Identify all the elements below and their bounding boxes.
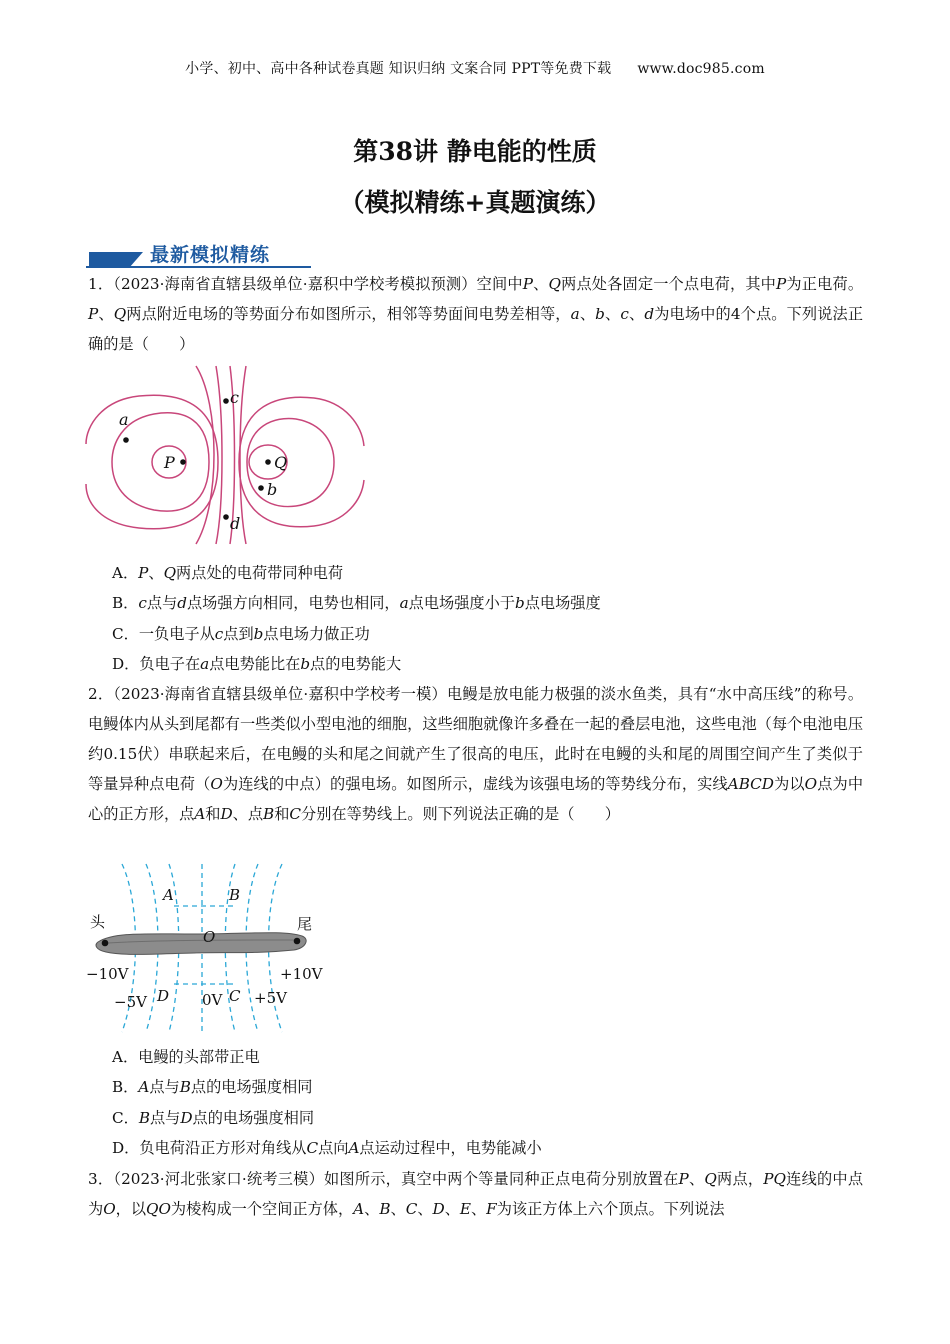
var-P: P xyxy=(678,1170,689,1188)
electric-eel-figure xyxy=(84,862,324,1034)
var-a: a xyxy=(200,655,210,673)
q2-option-d[interactable] xyxy=(112,1133,542,1163)
text: 两点附近电场的等势面分布如图所示，相邻等势面间电势差相等， xyxy=(126,305,571,323)
var-c: c xyxy=(138,594,147,612)
q-middle-surface xyxy=(247,418,334,506)
label-Q: Q xyxy=(274,453,288,472)
var-A: A xyxy=(194,805,206,823)
option-prefix: D． xyxy=(112,655,140,673)
point-d xyxy=(223,514,229,520)
text: 、 xyxy=(98,305,114,323)
var-d: d xyxy=(644,305,655,323)
var-PQ: PQ xyxy=(763,1170,786,1188)
q2-option-c[interactable] xyxy=(112,1103,314,1133)
question-source: （2023·河北张家口·统考三模） xyxy=(113,1170,324,1188)
page-header xyxy=(0,58,950,78)
question-number: 2． xyxy=(88,685,114,703)
var-a: a xyxy=(399,594,409,612)
q1-option-a[interactable] xyxy=(112,558,343,588)
var-B: B xyxy=(379,1200,391,1218)
var-A: A xyxy=(348,1139,360,1157)
var-Q: Q xyxy=(548,275,561,293)
text: 点向 xyxy=(318,1139,349,1157)
text: 、 xyxy=(532,275,549,293)
center-surface-left-inner xyxy=(216,366,222,544)
var-B: B xyxy=(179,1078,191,1096)
var-D: D xyxy=(180,1109,193,1127)
label-O: O xyxy=(203,928,216,946)
text: 、 xyxy=(470,1200,487,1218)
var-P: P xyxy=(522,275,533,293)
text: 点电场强度 xyxy=(524,594,601,612)
var-c: c xyxy=(214,625,224,643)
var-D: D xyxy=(432,1200,445,1218)
var-P: P xyxy=(88,305,99,323)
text: ，以 xyxy=(115,1200,147,1218)
text: 一负电子从 xyxy=(138,625,215,643)
label-b: b xyxy=(267,480,278,499)
label-plus-10v: +10V xyxy=(280,965,323,983)
var-Q: Q xyxy=(163,564,177,582)
text: 电鳗的头部带正电 xyxy=(138,1048,260,1066)
question-number: 1． xyxy=(88,275,114,293)
q1-option-c[interactable] xyxy=(112,619,370,649)
var-c: c xyxy=(620,305,629,323)
var-D: D xyxy=(220,805,233,823)
p-outer-surface-top xyxy=(86,395,218,462)
question-1-stem xyxy=(88,269,863,359)
text: 为电场中的4个点。下列说法正确的是（ ） xyxy=(88,305,864,353)
p-outer-surface-bottom xyxy=(86,462,218,529)
center-surface-left-outer xyxy=(196,366,214,544)
label-D: D xyxy=(157,987,170,1005)
option-prefix: D． xyxy=(112,1139,140,1157)
eel-tail-point xyxy=(294,938,301,945)
var-B: B xyxy=(138,1109,150,1127)
text: 、 xyxy=(148,564,164,582)
var-Q: Q xyxy=(704,1170,717,1188)
var-C: C xyxy=(306,1139,319,1157)
var-A: A xyxy=(353,1200,365,1218)
label-c: c xyxy=(230,388,239,407)
var-O: O xyxy=(210,775,223,793)
text: 连线的中点为 xyxy=(88,1170,864,1218)
text: 、 xyxy=(364,1200,380,1218)
label-d: d xyxy=(230,514,241,533)
text: 、 xyxy=(628,305,645,323)
text: 、 xyxy=(688,1170,705,1188)
label-B: B xyxy=(229,886,241,904)
var-b: b xyxy=(514,594,525,612)
question-number: 3． xyxy=(88,1170,114,1188)
text: 、 xyxy=(604,305,621,323)
point-a xyxy=(123,437,129,443)
text: 点运动过程中，电势能减小 xyxy=(359,1139,542,1157)
section-label: 最新模拟精练 xyxy=(150,244,271,266)
page-title: 第38讲 静电能的性质 xyxy=(353,137,597,166)
text: 点的电势能大 xyxy=(310,655,402,673)
text: 和 xyxy=(205,805,221,823)
text: 为正电荷。 xyxy=(786,275,864,293)
text: 、 xyxy=(390,1200,406,1218)
q2-option-a[interactable] xyxy=(112,1042,260,1072)
point-b xyxy=(258,485,264,491)
text: 如图所示，真空中两个等量同种正点电荷分别放置在 xyxy=(324,1170,679,1188)
text: 、 xyxy=(579,305,596,323)
text: 点与 xyxy=(149,1078,180,1096)
var-QO: QO xyxy=(146,1200,171,1218)
label-a: a xyxy=(119,410,129,429)
label-plus-5v: +5V xyxy=(254,989,287,1007)
text: 电鳗是放电能力极强的淡水鱼类，具有“水中高压线”的称号。电鳗体内从头到尾都有一些类似小型电池的细胞，这些细胞就像许多叠在一起的叠层电池，这些电池（每个电池电压约0.15伏）串联起来后，在电鳗的头和尾之间就产生了很高的电压，此时在电鳗的头和尾的周围空间产生了类似于等量异种点电荷（ xyxy=(88,685,864,793)
text: 点到 xyxy=(223,625,254,643)
text: 、点 xyxy=(232,805,264,823)
var-d: d xyxy=(177,594,187,612)
text: 为以 xyxy=(773,775,805,793)
text: 点电场力做正功 xyxy=(263,625,370,643)
label-P: P xyxy=(164,453,175,472)
header-text: 小学、初中、高中各种试卷真题 知识归纳 文案合同 PPT等免费下载 xyxy=(185,61,612,77)
var-b: b xyxy=(253,625,264,643)
question-3-stem xyxy=(88,1164,863,1224)
var-b: b xyxy=(595,305,605,323)
point-c xyxy=(223,398,229,404)
point-Q xyxy=(265,459,271,465)
var-Q: Q xyxy=(113,305,127,323)
eel-head-point xyxy=(102,940,109,947)
var-P: P xyxy=(776,275,787,293)
label-zero-v: 0V xyxy=(202,991,223,1009)
var-B: B xyxy=(263,805,275,823)
text: 点与 xyxy=(146,594,178,612)
var-b: b xyxy=(300,655,311,673)
option-prefix: A． xyxy=(112,564,139,582)
question-2-stem xyxy=(88,679,863,829)
equipotential-figure xyxy=(84,364,368,546)
text: 负电子在 xyxy=(139,655,201,673)
page-subtitle: （模拟精练+真题演练） xyxy=(339,188,611,217)
text: 两点， xyxy=(716,1170,764,1188)
option-prefix: B． xyxy=(112,594,139,612)
text: 空间中 xyxy=(476,275,523,293)
var-A: A xyxy=(138,1078,150,1096)
var-C: C xyxy=(405,1200,418,1218)
header-url[interactable]: www.doc985.com xyxy=(637,61,765,77)
section-heading xyxy=(86,242,316,268)
option-prefix: A． xyxy=(112,1048,139,1066)
var-a: a xyxy=(570,305,580,323)
var-P: P xyxy=(138,564,149,582)
var-E: E xyxy=(459,1200,471,1218)
label-minus-5v: −5V xyxy=(114,993,147,1011)
var-F: F xyxy=(486,1200,497,1218)
q2-option-b[interactable] xyxy=(112,1072,312,1102)
text: 为棱构成一个空间正方体， xyxy=(170,1200,354,1218)
text: 点为中心的正方形，点 xyxy=(88,775,863,823)
text: 、 xyxy=(417,1200,433,1218)
center-surface-right-outer xyxy=(240,366,246,544)
q1-option-b[interactable] xyxy=(112,588,601,618)
option-prefix: B． xyxy=(112,1078,139,1096)
question-source: （2023·海南省直辖县级单位·嘉积中学校考一模） xyxy=(113,685,447,703)
point-P xyxy=(180,459,186,465)
option-prefix: C． xyxy=(112,1109,139,1127)
text: 两点处各固定一个点电荷，其中 xyxy=(560,275,777,293)
text: 两点处的电荷带同种电荷 xyxy=(176,564,344,582)
text: 负电荷沿正方形对角线从 xyxy=(139,1139,307,1157)
text: 为连线的中点）的强电场。如图所示，虚线为该强电场的等势线分布，实线 xyxy=(222,775,728,793)
var-ABCD: ABCD xyxy=(727,775,774,793)
eel-body xyxy=(96,933,306,955)
q1-option-d[interactable] xyxy=(112,649,401,679)
text: 分别在等势线上。则下列说法正确的是（ ） xyxy=(301,805,620,823)
option-prefix: C． xyxy=(112,625,139,643)
label-head: 头 xyxy=(90,913,106,931)
text: 点电场强度小于 xyxy=(408,594,515,612)
var-C: C xyxy=(289,805,302,823)
text: 点电势能比在 xyxy=(209,655,301,673)
label-C: C xyxy=(229,987,241,1005)
text: 为该正方体上六个顶点。下列说法 xyxy=(496,1200,725,1218)
question-source: （2023·海南省直辖县级单位·嘉积中学校考模拟预测） xyxy=(113,275,477,293)
text: 和 xyxy=(274,805,290,823)
var-O: O xyxy=(103,1200,116,1218)
label-minus-10v: −10V xyxy=(86,965,129,983)
text: 点的电场强度相同 xyxy=(192,1109,315,1127)
text: 点场强方向相同，电势也相同， xyxy=(186,594,400,612)
text: 、 xyxy=(444,1200,460,1218)
text: 点与 xyxy=(149,1109,181,1127)
var-O: O xyxy=(804,775,818,793)
label-A: A xyxy=(163,886,174,904)
label-tail: 尾 xyxy=(297,915,313,933)
text: 点的电场强度相同 xyxy=(190,1078,313,1096)
